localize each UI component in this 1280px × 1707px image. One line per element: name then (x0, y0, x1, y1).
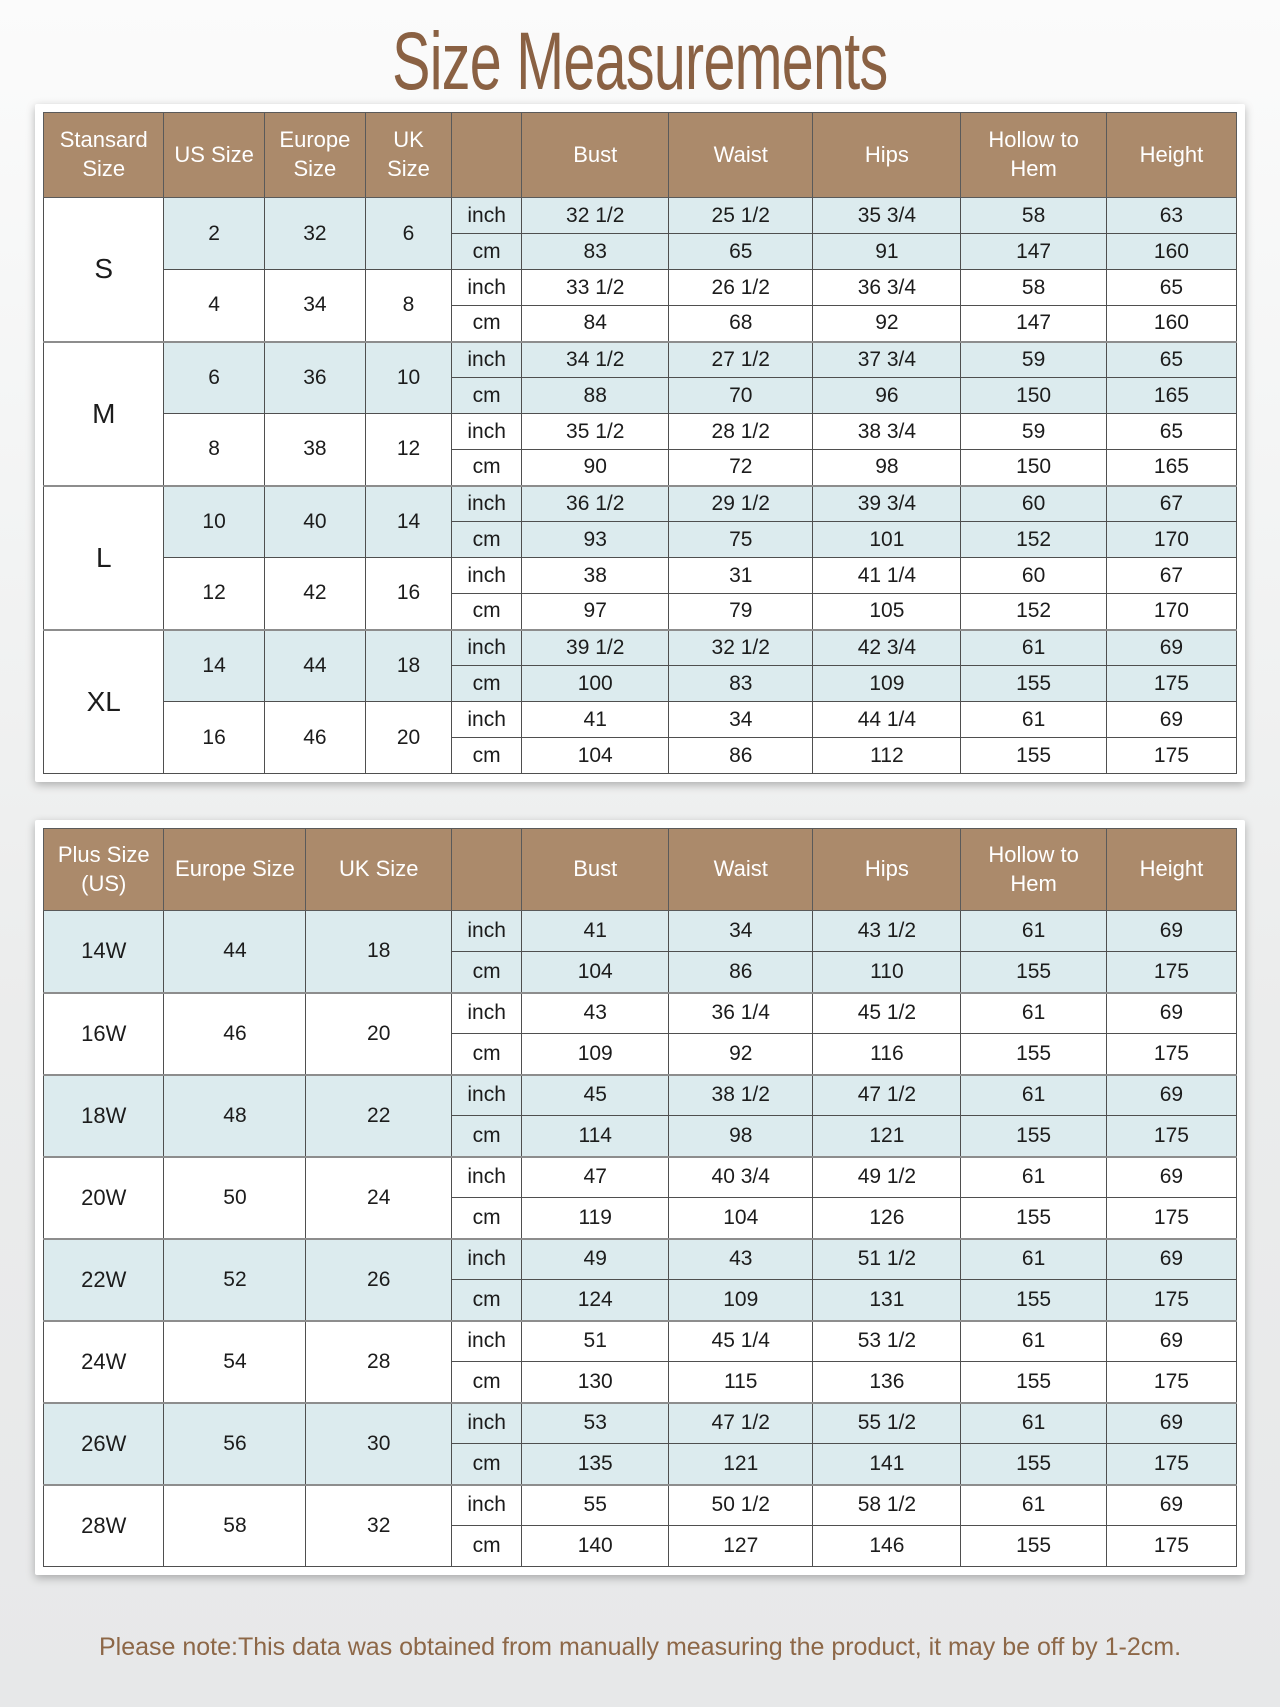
measurement-cell: 49 (522, 1239, 669, 1280)
table-row (44, 1321, 1237, 1362)
measurement-cell: 34 (669, 911, 813, 952)
unit-cell-inch: inch (451, 198, 521, 234)
unit-cell-cm: cm (451, 306, 521, 342)
measurement-cell: 43 1/2 (813, 911, 961, 952)
measurement-cell: 63 (1106, 198, 1236, 234)
measurement-cell: 97 (522, 594, 669, 630)
europe-size-cell: 32 (264, 198, 365, 270)
measurement-cell: 104 (669, 1198, 813, 1239)
measurement-cell: 42 3/4 (813, 630, 961, 666)
measurement-cell: 68 (669, 306, 813, 342)
column-header-stansard-size: Stansard Size (44, 113, 164, 198)
us-size-cell: 16 (164, 702, 264, 774)
europe-size-cell: 42 (264, 558, 365, 630)
measurement-note: Please note:This data was obtained from manually measuring the product, it may be off by 1-2cm. (98, 1633, 1182, 1661)
measurement-cell: 37 3/4 (813, 342, 961, 378)
measurement-cell: 45 1/4 (669, 1321, 813, 1362)
measurement-cell: 91 (813, 234, 961, 270)
europe-size-cell: 46 (164, 993, 306, 1075)
column-header-unit (451, 829, 521, 911)
uk-size-cell: 30 (306, 1403, 452, 1485)
measurement-cell: 61 (961, 1321, 1107, 1362)
measurement-cell: 127 (669, 1526, 813, 1567)
measurement-cell: 86 (669, 738, 813, 774)
measurement-cell: 93 (522, 522, 669, 558)
unit-cell-inch: inch (451, 1403, 521, 1444)
table-row (44, 198, 1237, 234)
measurement-cell: 58 (961, 198, 1107, 234)
measurement-cell: 65 (1106, 342, 1236, 378)
table-row (44, 1157, 1237, 1198)
column-header-europe-size: Europe Size (264, 113, 365, 198)
measurement-cell: 61 (961, 1157, 1107, 1198)
measurement-cell: 96 (813, 378, 961, 414)
measurement-cell: 69 (1106, 1321, 1236, 1362)
europe-size-cell: 38 (264, 414, 365, 486)
plus-size-table (43, 828, 1237, 1567)
table-row (44, 911, 1237, 952)
measurement-cell: 31 (669, 558, 813, 594)
us-size-cell: 8 (164, 414, 264, 486)
uk-size-cell: 18 (306, 911, 452, 993)
measurement-cell: 116 (813, 1034, 961, 1075)
europe-size-cell: 44 (164, 911, 306, 993)
measurement-cell: 70 (669, 378, 813, 414)
measurement-cell: 155 (961, 1034, 1107, 1075)
measurement-cell: 53 1/2 (813, 1321, 961, 1362)
uk-size-cell: 28 (306, 1321, 452, 1403)
plus-size-cell: 22W (44, 1239, 164, 1321)
uk-size-cell: 26 (306, 1239, 452, 1321)
unit-cell-cm: cm (451, 1198, 521, 1239)
us-size-cell: 14 (164, 630, 264, 702)
measurement-cell: 26 1/2 (669, 270, 813, 306)
measurement-cell: 61 (961, 993, 1107, 1034)
measurement-cell: 79 (669, 594, 813, 630)
measurement-cell: 49 1/2 (813, 1157, 961, 1198)
uk-size-cell: 16 (366, 558, 452, 630)
measurement-cell: 175 (1106, 1116, 1236, 1157)
measurement-cell: 92 (669, 1034, 813, 1075)
us-size-cell: 2 (164, 198, 264, 270)
measurement-cell: 29 1/2 (669, 486, 813, 522)
measurement-cell: 150 (961, 378, 1107, 414)
page-title (0, 0, 1280, 107)
measurement-cell: 86 (669, 952, 813, 993)
measurement-cell: 112 (813, 738, 961, 774)
measurement-cell: 104 (522, 738, 669, 774)
unit-cell-inch: inch (451, 1485, 521, 1526)
us-size-cell: 6 (164, 342, 264, 414)
measurement-cell: 58 (961, 270, 1107, 306)
measurement-cell: 155 (961, 1362, 1107, 1403)
measurement-cell: 32 1/2 (669, 630, 813, 666)
table-row (44, 630, 1237, 666)
measurement-cell: 131 (813, 1280, 961, 1321)
measurement-cell: 28 1/2 (669, 414, 813, 450)
measurement-cell: 65 (1106, 270, 1236, 306)
measurement-cell: 109 (669, 1280, 813, 1321)
column-header-hollow-to-hem: Hollow to Hem (961, 829, 1107, 911)
measurement-cell: 59 (961, 342, 1107, 378)
measurement-cell: 84 (522, 306, 669, 342)
europe-size-cell: 40 (264, 486, 365, 558)
plus-size-cell: 14W (44, 911, 164, 993)
measurement-cell: 170 (1106, 594, 1236, 630)
unit-cell-cm: cm (451, 1034, 521, 1075)
column-header-plus-size-us: Plus Size (US) (44, 829, 164, 911)
measurement-cell: 98 (813, 450, 961, 486)
us-size-cell: 4 (164, 270, 264, 342)
measurement-cell: 45 (522, 1075, 669, 1116)
measurement-cell: 36 1/2 (522, 486, 669, 522)
unit-cell-cm: cm (451, 738, 521, 774)
measurement-cell: 38 (522, 558, 669, 594)
europe-size-cell: 48 (164, 1075, 306, 1157)
measurement-cell: 170 (1106, 522, 1236, 558)
plus-size-cell: 26W (44, 1403, 164, 1485)
measurement-cell: 47 1/2 (669, 1403, 813, 1444)
measurement-cell: 61 (961, 1485, 1107, 1526)
measurement-cell: 43 (522, 993, 669, 1034)
measurement-cell: 58 1/2 (813, 1485, 961, 1526)
measurement-cell: 34 1/2 (522, 342, 669, 378)
measurement-cell: 126 (813, 1198, 961, 1239)
measurement-cell: 90 (522, 450, 669, 486)
unit-cell-inch: inch (451, 911, 521, 952)
measurement-cell: 61 (961, 702, 1107, 738)
measurement-cell: 98 (669, 1116, 813, 1157)
column-header-uk-size: UK Size (306, 829, 452, 911)
measurement-cell: 69 (1106, 993, 1236, 1034)
unit-cell-cm: cm (451, 522, 521, 558)
measurement-cell: 155 (961, 1198, 1107, 1239)
measurement-cell: 47 1/2 (813, 1075, 961, 1116)
measurement-cell: 59 (961, 414, 1107, 450)
measurement-cell: 61 (961, 1075, 1107, 1116)
uk-size-cell: 12 (366, 414, 452, 486)
measurement-cell: 83 (669, 666, 813, 702)
measurement-cell: 155 (961, 1444, 1107, 1485)
measurement-cell: 72 (669, 450, 813, 486)
uk-size-cell: 20 (306, 993, 452, 1075)
measurement-cell: 109 (522, 1034, 669, 1075)
measurement-cell: 61 (961, 911, 1107, 952)
measurement-cell: 141 (813, 1444, 961, 1485)
measurement-cell: 39 3/4 (813, 486, 961, 522)
us-size-cell: 12 (164, 558, 264, 630)
unit-cell-cm: cm (451, 234, 521, 270)
table-row (44, 1403, 1237, 1444)
column-header-uk-size: UK Size (366, 113, 452, 198)
uk-size-cell: 22 (306, 1075, 452, 1157)
measurement-cell: 152 (961, 594, 1107, 630)
uk-size-cell: 14 (366, 486, 452, 558)
column-header-waist: Waist (669, 829, 813, 911)
uk-size-cell: 8 (366, 270, 452, 342)
column-header-us-size: US Size (164, 113, 264, 198)
measurement-cell: 155 (961, 1526, 1107, 1567)
table-row (44, 486, 1237, 522)
unit-cell-inch: inch (451, 993, 521, 1034)
europe-size-cell: 46 (264, 702, 365, 774)
measurement-cell: 53 (522, 1403, 669, 1444)
measurement-cell: 51 1/2 (813, 1239, 961, 1280)
measurement-cell: 83 (522, 234, 669, 270)
unit-cell-cm: cm (451, 666, 521, 702)
unit-cell-cm: cm (451, 1526, 521, 1567)
column-header-europe-size: Europe Size (164, 829, 306, 911)
table-row (44, 1239, 1237, 1280)
measurement-cell: 60 (961, 486, 1107, 522)
column-header-unit (451, 113, 521, 198)
measurement-cell: 115 (669, 1362, 813, 1403)
europe-size-cell: 34 (264, 270, 365, 342)
unit-cell-cm: cm (451, 1116, 521, 1157)
measurement-cell: 175 (1106, 952, 1236, 993)
measurement-cell: 69 (1106, 1239, 1236, 1280)
uk-size-cell: 6 (366, 198, 452, 270)
unit-cell-cm: cm (451, 1444, 521, 1485)
measurement-cell: 67 (1106, 558, 1236, 594)
europe-size-cell: 54 (164, 1321, 306, 1403)
column-header-hips: Hips (813, 113, 961, 198)
measurement-cell: 69 (1106, 911, 1236, 952)
measurement-cell: 36 1/4 (669, 993, 813, 1034)
measurement-cell: 160 (1106, 234, 1236, 270)
column-header-bust: Bust (522, 113, 669, 198)
europe-size-cell: 44 (264, 630, 365, 702)
unit-cell-inch: inch (451, 270, 521, 306)
measurement-cell: 121 (813, 1116, 961, 1157)
measurement-cell: 41 (522, 911, 669, 952)
uk-size-cell: 20 (366, 702, 452, 774)
column-header-hollow-to-hem: Hollow to Hem (961, 113, 1107, 198)
standard-size-cell: S (44, 198, 164, 342)
measurement-cell: 41 (522, 702, 669, 738)
column-header-height: Height (1106, 829, 1236, 911)
unit-cell-inch: inch (451, 702, 521, 738)
measurement-cell: 160 (1106, 306, 1236, 342)
measurement-cell: 175 (1106, 738, 1236, 774)
unit-cell-inch: inch (451, 414, 521, 450)
measurement-cell: 140 (522, 1526, 669, 1567)
unit-cell-inch: inch (451, 342, 521, 378)
standard-size-cell: XL (44, 630, 164, 774)
measurement-cell: 61 (961, 1239, 1107, 1280)
measurement-cell: 114 (522, 1116, 669, 1157)
unit-cell-inch: inch (451, 630, 521, 666)
unit-cell-cm: cm (451, 378, 521, 414)
uk-size-cell: 18 (366, 630, 452, 702)
measurement-cell: 27 1/2 (669, 342, 813, 378)
europe-size-cell: 52 (164, 1239, 306, 1321)
table-row (44, 414, 1237, 450)
measurement-cell: 69 (1106, 1403, 1236, 1444)
measurement-cell: 147 (961, 234, 1107, 270)
measurement-cell: 175 (1106, 1444, 1236, 1485)
unit-cell-inch: inch (451, 1157, 521, 1198)
measurement-cell: 41 1/4 (813, 558, 961, 594)
plus-size-table-panel (35, 820, 1245, 1575)
uk-size-cell: 24 (306, 1157, 452, 1239)
measurement-cell: 155 (961, 952, 1107, 993)
measurement-cell: 104 (522, 952, 669, 993)
plus-size-cell: 16W (44, 993, 164, 1075)
unit-cell-inch: inch (451, 1075, 521, 1116)
unit-cell-cm: cm (451, 1280, 521, 1321)
measurement-cell: 100 (522, 666, 669, 702)
plus-table-header-row (44, 829, 1237, 911)
measurement-cell: 88 (522, 378, 669, 414)
unit-cell-cm: cm (451, 952, 521, 993)
measurement-cell: 61 (961, 1403, 1107, 1444)
unit-cell-inch: inch (451, 486, 521, 522)
measurement-cell: 44 1/4 (813, 702, 961, 738)
measurement-cell: 130 (522, 1362, 669, 1403)
measurement-cell: 38 1/2 (669, 1075, 813, 1116)
measurement-cell: 47 (522, 1157, 669, 1198)
europe-size-cell: 56 (164, 1403, 306, 1485)
measurement-cell: 155 (961, 666, 1107, 702)
measurement-cell: 69 (1106, 1485, 1236, 1526)
table-row (44, 1075, 1237, 1116)
europe-size-cell: 58 (164, 1485, 306, 1567)
plus-size-cell: 28W (44, 1485, 164, 1567)
measurement-cell: 69 (1106, 702, 1236, 738)
measurement-cell: 55 (522, 1485, 669, 1526)
measurement-cell: 109 (813, 666, 961, 702)
column-header-height: Height (1106, 113, 1236, 198)
measurement-cell: 147 (961, 306, 1107, 342)
measurement-cell: 101 (813, 522, 961, 558)
measurement-cell: 35 3/4 (813, 198, 961, 234)
uk-size-cell: 10 (366, 342, 452, 414)
measurement-cell: 165 (1106, 378, 1236, 414)
measurement-cell: 175 (1106, 666, 1236, 702)
measurement-cell: 175 (1106, 1526, 1236, 1567)
measurement-cell: 146 (813, 1526, 961, 1567)
measurement-cell: 65 (1106, 414, 1236, 450)
measurement-cell: 60 (961, 558, 1107, 594)
measurement-cell: 43 (669, 1239, 813, 1280)
standard-size-table-panel (35, 104, 1245, 782)
measurement-cell: 38 3/4 (813, 414, 961, 450)
measurement-cell: 110 (813, 952, 961, 993)
measurement-cell: 135 (522, 1444, 669, 1485)
table-row (44, 342, 1237, 378)
column-header-hips: Hips (813, 829, 961, 911)
standard-table-header-row (44, 113, 1237, 198)
uk-size-cell: 32 (306, 1485, 452, 1567)
measurement-cell: 121 (669, 1444, 813, 1485)
measurement-cell: 55 1/2 (813, 1403, 961, 1444)
column-header-bust: Bust (522, 829, 669, 911)
measurement-cell: 45 1/2 (813, 993, 961, 1034)
table-row (44, 558, 1237, 594)
measurement-cell: 175 (1106, 1280, 1236, 1321)
measurement-cell: 40 3/4 (669, 1157, 813, 1198)
page-title-text: Size Measurements (392, 16, 888, 107)
plus-size-cell: 18W (44, 1075, 164, 1157)
plus-size-cell: 24W (44, 1321, 164, 1403)
measurement-cell: 175 (1106, 1362, 1236, 1403)
measurement-cell: 25 1/2 (669, 198, 813, 234)
measurement-cell: 124 (522, 1280, 669, 1321)
measurement-cell: 105 (813, 594, 961, 630)
unit-cell-cm: cm (451, 450, 521, 486)
measurement-cell: 33 1/2 (522, 270, 669, 306)
measurement-cell: 69 (1106, 630, 1236, 666)
measurement-cell: 75 (669, 522, 813, 558)
measurement-cell: 165 (1106, 450, 1236, 486)
unit-cell-inch: inch (451, 1321, 521, 1362)
table-row (44, 270, 1237, 306)
measurement-cell: 50 1/2 (669, 1485, 813, 1526)
measurement-cell: 35 1/2 (522, 414, 669, 450)
measurement-cell: 61 (961, 630, 1107, 666)
unit-cell-cm: cm (451, 1362, 521, 1403)
standard-size-cell: M (44, 342, 164, 486)
europe-size-cell: 50 (164, 1157, 306, 1239)
measurement-cell: 67 (1106, 486, 1236, 522)
standard-size-table (43, 112, 1237, 774)
table-row (44, 993, 1237, 1034)
measurement-cell: 119 (522, 1198, 669, 1239)
unit-cell-cm: cm (451, 594, 521, 630)
measurement-cell: 32 1/2 (522, 198, 669, 234)
measurement-cell: 92 (813, 306, 961, 342)
measurement-cell: 69 (1106, 1075, 1236, 1116)
measurement-cell: 150 (961, 450, 1107, 486)
table-row (44, 702, 1237, 738)
measurement-cell: 155 (961, 1116, 1107, 1157)
measurement-cell: 152 (961, 522, 1107, 558)
measurement-cell: 39 1/2 (522, 630, 669, 666)
measurement-cell: 36 3/4 (813, 270, 961, 306)
unit-cell-inch: inch (451, 1239, 521, 1280)
us-size-cell: 10 (164, 486, 264, 558)
measurement-cell: 65 (669, 234, 813, 270)
europe-size-cell: 36 (264, 342, 365, 414)
measurement-cell: 155 (961, 738, 1107, 774)
standard-size-cell: L (44, 486, 164, 630)
measurement-cell: 51 (522, 1321, 669, 1362)
plus-size-cell: 20W (44, 1157, 164, 1239)
measurement-cell: 34 (669, 702, 813, 738)
measurement-cell: 136 (813, 1362, 961, 1403)
measurement-cell: 69 (1106, 1157, 1236, 1198)
measurement-cell: 175 (1106, 1034, 1236, 1075)
measurement-cell: 175 (1106, 1198, 1236, 1239)
table-row (44, 1485, 1237, 1526)
unit-cell-inch: inch (451, 558, 521, 594)
measurement-cell: 155 (961, 1280, 1107, 1321)
column-header-waist: Waist (669, 113, 813, 198)
